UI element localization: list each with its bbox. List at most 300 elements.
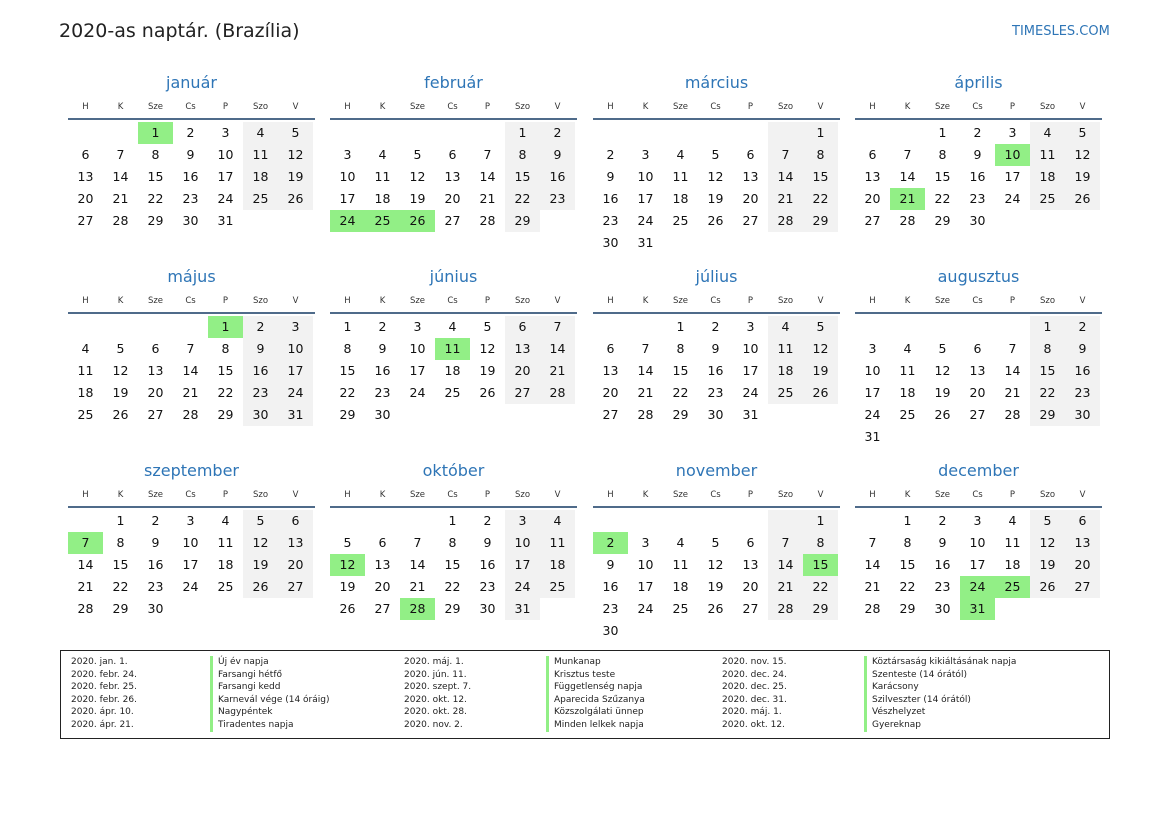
day-cell: 24 (637, 601, 654, 616)
weekday-label: H (869, 490, 876, 500)
brand-link[interactable]: TIMESLES.COM (1012, 24, 1110, 39)
empty-cell (733, 232, 768, 254)
legend-dates-col-1 (71, 656, 137, 732)
empty-cell (960, 316, 995, 338)
day-cell: 6 (746, 535, 755, 550)
day-cell: 26 (339, 601, 356, 616)
weekday-label: P (747, 296, 754, 306)
legend-date: 2020. dec. 31. (722, 694, 787, 705)
day-cell: 18 (243, 166, 278, 188)
empty-cell (698, 122, 733, 144)
legend-holiday-name: Új év napja (210, 656, 330, 669)
legend-holiday-name: Szenteste (14 órától) (864, 669, 1016, 682)
empty-cell (400, 510, 435, 532)
day-cell: 20 (1065, 554, 1100, 576)
empty-cell (103, 122, 138, 144)
day-cell: 5 (343, 535, 352, 550)
day-cell: 22 (934, 191, 951, 206)
day-cell: 30 (969, 213, 986, 228)
month-block (855, 460, 1102, 620)
month-block (68, 266, 315, 426)
legend-date: 2020. ápr. 21. (71, 719, 134, 730)
day-cell: 15 (934, 169, 951, 184)
day-cell: 11 (768, 338, 803, 360)
day-cell: 9 (973, 147, 982, 162)
day-cell: 30 (147, 601, 164, 616)
day-cell: 14 (899, 169, 916, 184)
day-cell: 28 (864, 601, 881, 616)
day-cell: 28 (1004, 407, 1021, 422)
empty-cell (855, 316, 890, 338)
day-cell: 6 (1065, 510, 1100, 532)
day-cell: 12 (707, 169, 724, 184)
weekday-label: Sze (147, 490, 164, 500)
weekday-label: K (642, 296, 649, 306)
weekday-header (68, 292, 315, 314)
day-cell: 6 (868, 147, 877, 162)
day-cell: 7 (1008, 341, 1017, 356)
day-grid (593, 314, 840, 426)
day-cell: 29 (672, 407, 689, 422)
day-cell: 18 (217, 557, 234, 572)
day-cell: 22 (505, 188, 540, 210)
day-cell: 22 (112, 579, 129, 594)
day-cell: 21 (182, 385, 199, 400)
day-cell: 12 (479, 341, 496, 356)
day-cell: 6 (973, 341, 982, 356)
legend-holiday-name: Munkanap (546, 656, 645, 669)
empty-cell (768, 404, 803, 426)
weekday-label: Sze (934, 102, 951, 112)
day-cell: 27 (742, 213, 759, 228)
empty-cell (208, 598, 243, 620)
empty-cell (768, 620, 803, 642)
day-cell: 24 (960, 576, 995, 598)
day-cell: 17 (182, 557, 199, 572)
day-cell: 3 (343, 147, 352, 162)
empty-cell (540, 210, 575, 232)
empty-cell (330, 122, 365, 144)
weekday-label: V (292, 296, 299, 306)
day-cell: 19 (278, 166, 313, 188)
day-cell: 25 (672, 213, 689, 228)
month-name: május (167, 267, 216, 286)
weekday-label: Szo (1039, 490, 1056, 500)
empty-cell (768, 122, 803, 144)
day-cell: 24 (505, 576, 540, 598)
day-cell: 16 (182, 169, 199, 184)
day-cell: 26 (243, 576, 278, 598)
month-name: szeptember (143, 461, 239, 480)
day-cell: 21 (864, 579, 881, 594)
day-cell: 22 (899, 579, 916, 594)
weekday-label: Sze (409, 490, 426, 500)
day-cell: 7 (540, 316, 575, 338)
empty-cell (1065, 210, 1100, 232)
weekday-label: K (904, 490, 911, 500)
day-cell: 7 (768, 144, 803, 166)
day-cell: 14 (637, 363, 654, 378)
empty-cell (960, 426, 995, 448)
day-cell: 26 (707, 213, 724, 228)
weekday-label: H (82, 102, 89, 112)
day-cell: 4 (448, 319, 457, 334)
legend-date: 2020. szept. 7. (404, 682, 472, 693)
empty-cell (1065, 426, 1100, 448)
day-cell: 8 (803, 144, 838, 166)
day-cell: 1 (1030, 316, 1065, 338)
day-cell: 23 (934, 579, 951, 594)
day-cell: 1 (676, 319, 685, 334)
day-cell: 3 (278, 316, 313, 338)
empty-cell (803, 404, 838, 426)
legend-date: 2020. jan. 1. (71, 657, 128, 667)
day-cell: 18 (374, 191, 391, 206)
empty-cell (470, 122, 505, 144)
day-cell: 22 (1030, 382, 1065, 404)
day-cell: 31 (864, 429, 881, 444)
day-cell: 26 (1030, 576, 1065, 598)
weekday-header (593, 98, 840, 120)
day-cell: 12 (278, 144, 313, 166)
day-cell: 10 (995, 144, 1030, 166)
day-cell: 25 (540, 576, 575, 598)
day-cell: 8 (676, 341, 685, 356)
day-cell: 10 (969, 535, 986, 550)
empty-cell (68, 316, 103, 338)
day-cell: 12 (934, 363, 951, 378)
day-cell: 14 (409, 557, 426, 572)
day-cell: 12 (330, 554, 365, 576)
weekday-header (330, 292, 577, 314)
day-cell: 8 (903, 535, 912, 550)
month-block (593, 266, 840, 426)
day-cell: 1 (138, 122, 173, 144)
day-cell: 20 (505, 360, 540, 382)
day-cell: 25 (444, 385, 461, 400)
day-cell: 20 (374, 579, 391, 594)
weekday-label: Sze (409, 102, 426, 112)
day-cell: 24 (864, 407, 881, 422)
day-cell: 30 (182, 213, 199, 228)
day-cell: 3 (1008, 125, 1017, 140)
day-cell: 1 (803, 510, 838, 532)
weekday-label: K (642, 490, 649, 500)
empty-cell (768, 232, 803, 254)
day-cell: 13 (742, 169, 759, 184)
day-cell: 7 (116, 147, 125, 162)
weekday-label: Cs (185, 102, 196, 112)
day-cell: 9 (606, 557, 615, 572)
month-block (330, 266, 577, 426)
day-cell: 26 (400, 210, 435, 232)
day-cell: 25 (1030, 188, 1065, 210)
weekday-label: K (904, 296, 911, 306)
empty-cell (278, 598, 313, 620)
day-cell: 9 (151, 535, 160, 550)
day-cell: 24 (1004, 191, 1021, 206)
legend-holiday-name: Karácsony (864, 681, 1016, 694)
empty-cell (995, 316, 1030, 338)
day-cell: 26 (278, 188, 313, 210)
day-cell: 11 (217, 535, 234, 550)
weekday-header (330, 486, 577, 508)
empty-cell (698, 620, 733, 642)
empty-cell (68, 122, 103, 144)
day-cell: 27 (969, 407, 986, 422)
day-cell: 7 (186, 341, 195, 356)
weekday-label: Szo (252, 102, 269, 112)
day-cell: 29 (899, 601, 916, 616)
weekday-label: H (344, 102, 351, 112)
weekday-label: Cs (710, 490, 721, 500)
day-cell: 15 (217, 363, 234, 378)
legend-names-col-3 (864, 656, 1016, 732)
month-name: november (675, 461, 758, 480)
day-cell: 28 (400, 598, 435, 620)
day-cell: 14 (768, 554, 803, 576)
empty-cell (733, 620, 768, 642)
day-cell: 2 (243, 316, 278, 338)
day-grid (593, 120, 840, 254)
day-cell: 9 (606, 169, 615, 184)
weekday-label: H (869, 296, 876, 306)
empty-cell (803, 620, 838, 642)
day-cell: 9 (186, 147, 195, 162)
day-cell: 3 (868, 341, 877, 356)
day-cell: 2 (378, 319, 387, 334)
day-cell: 3 (505, 510, 540, 532)
day-cell: 25 (768, 382, 803, 404)
legend-date: 2020. okt. 28. (404, 707, 467, 718)
day-cell: 23 (969, 191, 986, 206)
weekday-label: Cs (447, 296, 458, 306)
legend-date: 2020. dec. 24. (722, 669, 787, 680)
month-block (855, 266, 1102, 448)
day-cell: 13 (969, 363, 986, 378)
day-cell: 21 (768, 188, 803, 210)
weekday-label: P (222, 102, 229, 112)
day-cell: 31 (217, 213, 234, 228)
empty-cell (1030, 210, 1065, 232)
day-cell: 11 (1030, 144, 1065, 166)
legend-dates-col-2 (404, 656, 471, 732)
day-cell: 16 (602, 579, 619, 594)
day-cell: 17 (637, 579, 654, 594)
day-cell: 16 (479, 557, 496, 572)
weekday-label: Szo (514, 296, 531, 306)
day-cell: 11 (77, 363, 94, 378)
weekday-label: V (554, 490, 561, 500)
day-cell: 8 (1030, 338, 1065, 360)
day-cell: 31 (960, 598, 995, 620)
day-cell: 15 (899, 557, 916, 572)
day-cell: 18 (77, 385, 94, 400)
empty-cell (855, 122, 890, 144)
day-cell: 19 (243, 554, 278, 576)
day-cell: 17 (742, 363, 759, 378)
day-cell: 17 (637, 191, 654, 206)
empty-cell (400, 404, 435, 426)
empty-cell (733, 122, 768, 144)
empty-cell (663, 232, 698, 254)
weekday-label: Sze (934, 296, 951, 306)
day-cell: 24 (278, 382, 313, 404)
legend-holiday-name: Gyereknap (864, 719, 1016, 732)
weekday-header (855, 292, 1102, 314)
legend-date: 2020. febr. 24. (71, 669, 137, 680)
day-cell: 29 (339, 407, 356, 422)
empty-cell (733, 510, 768, 532)
day-cell: 2 (973, 125, 982, 140)
day-cell: 9 (711, 341, 720, 356)
empty-cell (1065, 598, 1100, 620)
day-cell: 26 (803, 382, 838, 404)
day-grid (855, 508, 1102, 620)
weekday-label: Szo (1039, 296, 1056, 306)
day-cell: 30 (707, 407, 724, 422)
day-cell: 21 (112, 191, 129, 206)
day-cell: 16 (969, 169, 986, 184)
day-cell: 28 (112, 213, 129, 228)
day-cell: 18 (444, 363, 461, 378)
day-cell: 13 (1065, 532, 1100, 554)
weekday-label: H (607, 296, 614, 306)
day-cell: 21 (890, 188, 925, 210)
weekday-label: H (82, 296, 89, 306)
day-cell: 1 (938, 125, 947, 140)
day-cell: 6 (505, 316, 540, 338)
weekday-label: H (344, 490, 351, 500)
day-cell: 17 (969, 557, 986, 572)
weekday-header (330, 98, 577, 120)
weekday-label: V (1079, 296, 1086, 306)
day-cell: 9 (243, 338, 278, 360)
weekday-header (593, 486, 840, 508)
month-block (593, 72, 840, 254)
day-cell: 5 (243, 510, 278, 532)
day-cell: 17 (505, 554, 540, 576)
day-cell: 30 (243, 404, 278, 426)
day-cell: 8 (116, 535, 125, 550)
day-cell: 23 (602, 213, 619, 228)
day-cell: 8 (803, 532, 838, 554)
day-cell: 9 (378, 341, 387, 356)
day-cell: 28 (899, 213, 916, 228)
weekday-label: Szo (252, 296, 269, 306)
day-cell: 20 (147, 385, 164, 400)
day-cell: 13 (742, 557, 759, 572)
day-cell: 25 (365, 210, 400, 232)
empty-cell (278, 210, 313, 232)
day-cell: 7 (903, 147, 912, 162)
empty-cell (855, 510, 890, 532)
day-cell: 3 (641, 147, 650, 162)
day-cell: 8 (448, 535, 457, 550)
day-cell: 11 (899, 363, 916, 378)
day-cell: 4 (676, 147, 685, 162)
day-cell: 10 (409, 341, 426, 356)
day-cell: 29 (444, 601, 461, 616)
weekday-label: Szo (777, 102, 794, 112)
weekday-label: H (344, 296, 351, 306)
day-cell: 6 (448, 147, 457, 162)
day-cell: 6 (606, 341, 615, 356)
weekday-label: P (484, 296, 491, 306)
day-cell: 27 (374, 601, 391, 616)
day-cell: 7 (768, 532, 803, 554)
month-block (68, 460, 315, 620)
day-cell: 21 (540, 360, 575, 382)
empty-cell (663, 510, 698, 532)
day-cell: 23 (182, 191, 199, 206)
day-cell: 29 (1030, 404, 1065, 426)
day-cell: 16 (374, 363, 391, 378)
empty-cell (435, 122, 470, 144)
empty-cell (628, 510, 663, 532)
weekday-label: Cs (972, 102, 983, 112)
day-grid (855, 314, 1102, 448)
empty-cell (995, 426, 1030, 448)
day-cell: 14 (77, 557, 94, 572)
weekday-label: V (817, 296, 824, 306)
empty-cell (540, 404, 575, 426)
legend-date: 2020. okt. 12. (722, 719, 785, 730)
legend-names-col-2 (546, 656, 645, 732)
day-cell: 1 (448, 513, 457, 528)
day-cell: 15 (444, 557, 461, 572)
day-cell: 12 (112, 363, 129, 378)
day-cell: 6 (378, 535, 387, 550)
day-cell: 26 (934, 407, 951, 422)
day-cell: 30 (602, 235, 619, 250)
day-cell: 11 (374, 169, 391, 184)
day-cell: 4 (221, 513, 230, 528)
weekday-label: Cs (185, 490, 196, 500)
legend-holiday-name: Krisztus teste (546, 669, 645, 682)
day-cell: 15 (672, 363, 689, 378)
day-cell: 21 (1004, 385, 1021, 400)
day-cell: 27 (1065, 576, 1100, 598)
day-cell: 3 (186, 513, 195, 528)
day-cell: 9 (483, 535, 492, 550)
day-cell: 18 (672, 579, 689, 594)
empty-cell (803, 232, 838, 254)
empty-cell (330, 510, 365, 532)
day-cell: 10 (637, 557, 654, 572)
day-cell: 29 (217, 407, 234, 422)
day-cell: 17 (864, 385, 881, 400)
empty-cell (628, 316, 663, 338)
empty-cell (628, 122, 663, 144)
day-cell: 15 (112, 557, 129, 572)
day-cell: 18 (768, 360, 803, 382)
day-cell: 30 (374, 407, 391, 422)
day-cell: 10 (742, 341, 759, 356)
day-cell: 13 (147, 363, 164, 378)
day-cell: 30 (479, 601, 496, 616)
day-cell: 11 (243, 144, 278, 166)
empty-cell (243, 210, 278, 232)
day-cell: 13 (77, 169, 94, 184)
day-cell: 25 (672, 601, 689, 616)
weekday-header (68, 486, 315, 508)
day-cell: 9 (540, 144, 575, 166)
day-cell: 24 (330, 210, 365, 232)
day-cell: 27 (77, 213, 94, 228)
weekday-label: Szo (777, 296, 794, 306)
day-cell: 21 (768, 576, 803, 598)
